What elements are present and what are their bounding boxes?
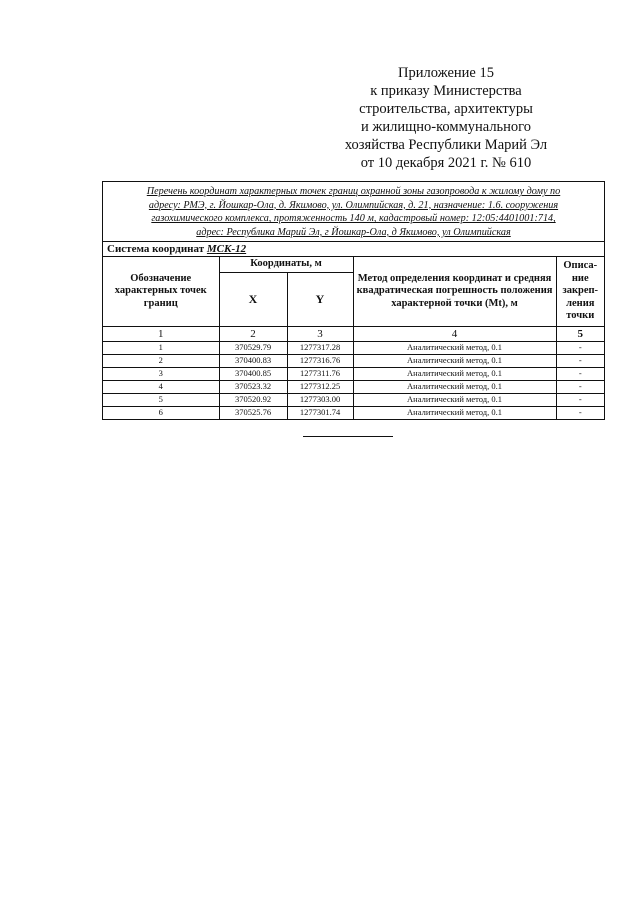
cell-y: 1277312.25 xyxy=(287,380,353,393)
cell-y: 1277301.74 xyxy=(287,406,353,419)
cell-description: - xyxy=(556,380,604,393)
cell-x: 370400.83 xyxy=(219,354,287,367)
header-designation: Обозначение характерных точек границ xyxy=(103,257,219,326)
cell-method: Аналитический метод, 0.1 xyxy=(353,406,556,419)
header-coordinates: Координаты, м xyxy=(219,257,353,272)
cell-description: - xyxy=(556,406,604,419)
cell-x: 370523.32 xyxy=(219,380,287,393)
appendix-line: строительства, архитектуры xyxy=(359,101,533,117)
coordinates-document-frame xyxy=(102,181,605,420)
cell-description: - xyxy=(556,393,604,406)
appendix-line: к приказу Министерства xyxy=(370,83,522,99)
appendix-line: хозяйства Республики Марий Эл xyxy=(344,137,548,153)
column-number: 2 xyxy=(219,326,287,341)
table-row xyxy=(103,367,604,380)
appendix-line: от 10 декабря 2021 г. № 610 xyxy=(360,155,532,171)
cell-y: 1277303.00 xyxy=(287,393,353,406)
column-number-row xyxy=(103,326,604,341)
cell-description: - xyxy=(556,354,604,367)
appendix-header xyxy=(316,64,576,172)
caption-line: адрес: Республика Марий Эл, г Йошкар-Ола, д Якимово, ул Олимпийская xyxy=(196,226,511,238)
table-row xyxy=(103,393,604,406)
header-method: Метод определения координат и средняя квадратическая погрешность положения характерной точки (Mt), м xyxy=(353,257,556,326)
table-row xyxy=(103,380,604,393)
cell-method: Аналитический метод, 0.1 xyxy=(353,393,556,406)
appendix-line: Приложение 15 xyxy=(398,65,494,81)
coordinate-system-row xyxy=(103,242,604,257)
cell-point: 1 xyxy=(103,341,219,354)
cell-x: 370400.85 xyxy=(219,367,287,380)
cell-point: 5 xyxy=(103,393,219,406)
header-description: Описа-ние закреп-ления точки xyxy=(556,257,604,326)
cell-method: Аналитический метод, 0.1 xyxy=(353,341,556,354)
table-row xyxy=(103,406,604,419)
column-number: 1 xyxy=(103,326,219,341)
cell-y: 1277317.28 xyxy=(287,341,353,354)
cell-point: 4 xyxy=(103,380,219,393)
cell-description: - xyxy=(556,341,604,354)
cell-point: 6 xyxy=(103,406,219,419)
coordinate-system-label: Система координат xyxy=(107,243,205,256)
cell-point: 3 xyxy=(103,367,219,380)
cell-x: 370520.92 xyxy=(219,393,287,406)
appendix-line: и жилищно-коммунального xyxy=(360,119,532,135)
caption-line: газохимического комплекса, протяженность 140 м, кадастровый номер: 12:05:4401001:714, xyxy=(151,213,556,225)
cell-x: 370529.79 xyxy=(219,341,287,354)
table-row xyxy=(103,354,604,367)
column-number: 3 xyxy=(287,326,353,341)
caption-line: Перечень координат характерных точек границ охранной зоны газопровода к жилому дому по xyxy=(146,186,561,197)
coordinates-table xyxy=(103,257,604,419)
cell-y: 1277311.76 xyxy=(287,367,353,380)
cell-method: Аналитический метод, 0.1 xyxy=(353,354,556,367)
cell-x: 370525.76 xyxy=(219,406,287,419)
header-x: X xyxy=(219,272,287,326)
coordinate-system-value: МСК-12 xyxy=(206,243,247,256)
column-number: 4 xyxy=(353,326,556,341)
header-y: Y xyxy=(287,272,353,326)
table-row xyxy=(103,341,604,354)
cell-description: - xyxy=(556,367,604,380)
table-caption xyxy=(103,182,604,242)
cell-y: 1277316.76 xyxy=(287,354,353,367)
cell-method: Аналитический метод, 0.1 xyxy=(353,380,556,393)
column-number: 5 xyxy=(556,326,604,341)
caption-line: адресу: РМЭ, г. Йошкар-Ола, д. Якимово, ул. Олимпийская, д. 21, назначение: 1.6. сооружения xyxy=(148,199,559,211)
cell-point: 2 xyxy=(103,354,219,367)
cell-method: Аналитический метод, 0.1 xyxy=(353,367,556,380)
separator-line xyxy=(303,436,393,437)
